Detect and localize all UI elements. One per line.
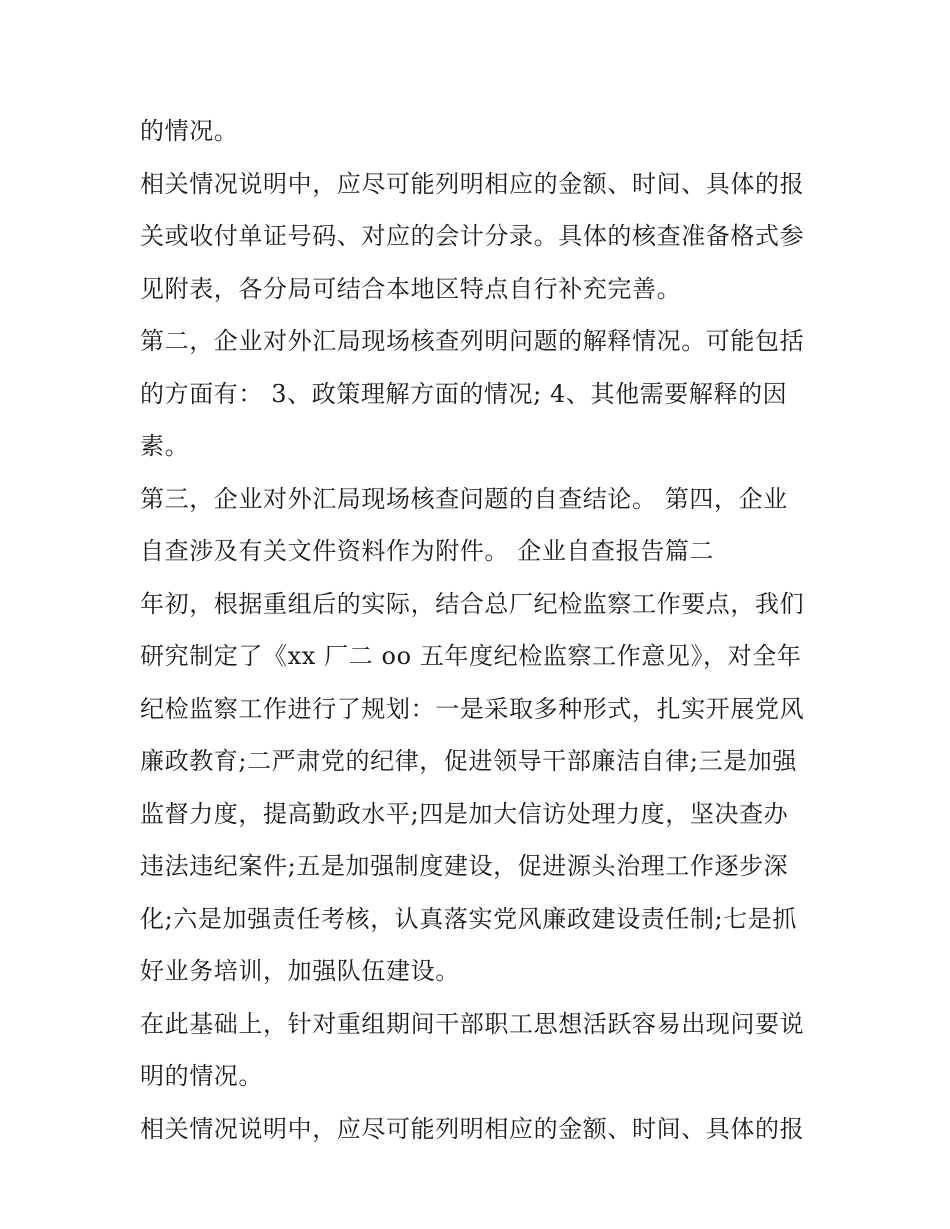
text-line: 廉政教育;二严肃党的纪律，促进领导干部廉洁自律;三是加强 [140, 747, 797, 775]
text-line: 第二，企业对外汇局现场核查列明问题的解释情况。可能包括 [140, 327, 805, 355]
text-line: 在此基础上，针对重组期间干部职工思想活跃容易出现问要说 [140, 1009, 805, 1038]
text-line: 相关情况说明中，应尽可能列明相应的金额、时间、具体的报 [140, 169, 805, 198]
text-line: 化;六是加强责任考核，认真落实党风廉政建设责任制;七是抓 [140, 904, 797, 933]
text-line: 违法违纪案件;五是加强制度建设，促进源头治理工作逐步深 [140, 852, 789, 880]
text-line: 监督力度，提高勤政水平;四是加大信访处理力度，坚决查办 [140, 799, 789, 828]
text-line: 研究制定了《xx 厂二 oo 五年度纪检监察工作意见》，对全年 [140, 642, 802, 670]
text-line: 好业务培训，加强队伍建设。 [140, 957, 460, 985]
text-line: 年初，根据重组后的实际，结合总厂纪检监察工作要点，我们 [140, 589, 805, 618]
text-line: 纪检监察工作进行了规划：一是采取多种形式，扎实开展党风 [140, 694, 805, 723]
text-line: 的方面有： 3、政策理解方面的情况; 4、其他需要解释的因 [140, 379, 788, 408]
text-line: 第三，企业对外汇局现场核查问题的自查结论。 第四，企业 [140, 484, 788, 513]
text-line: 的情况。 [140, 117, 239, 145]
body-text [140, 105, 820, 1155]
text-line: 关或收付单证号码、对应的会计分录。具体的核查准备格式参 [140, 222, 805, 250]
text-line: 素。 [140, 432, 190, 460]
text-line: 相关情况说明中，应尽可能列明相应的金额、时间、具体的报 [140, 1114, 805, 1143]
text-line: 明的情况。 [140, 1062, 263, 1090]
text-line: 自查涉及有关文件资料作为附件。 企业自查报告篇二 [140, 537, 715, 565]
text-line: 见附表，各分局可结合本地区特点自行补充完善。 [140, 274, 682, 303]
